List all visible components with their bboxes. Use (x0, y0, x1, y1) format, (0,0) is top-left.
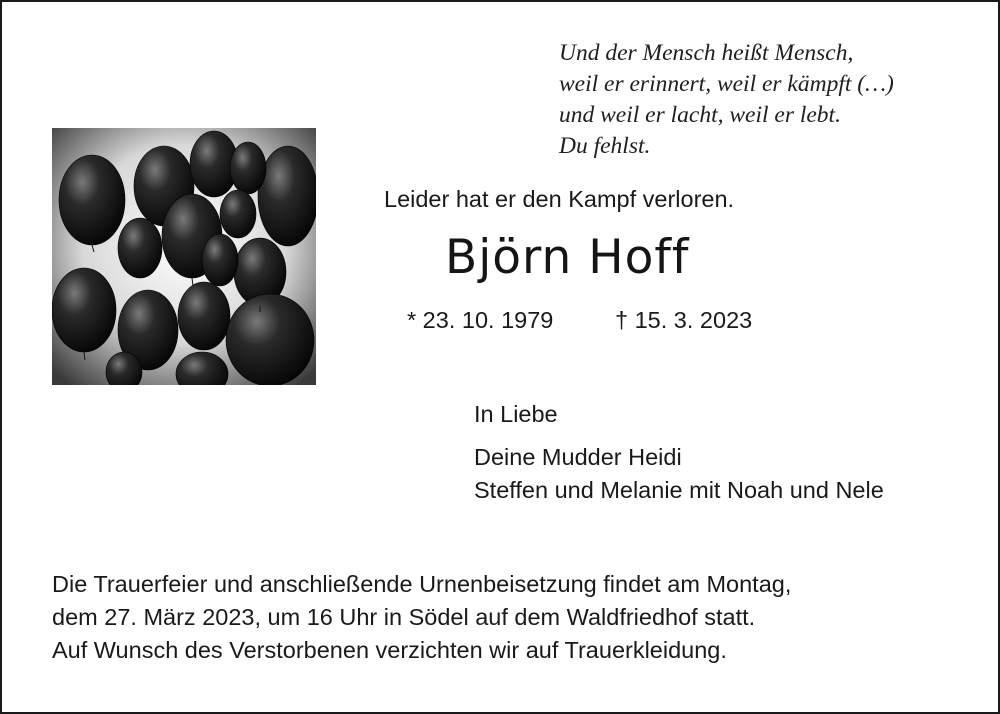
quote-line: Du fehlst. (559, 133, 651, 159)
family-member: Deine Mudder Heidi (474, 444, 682, 470)
intro-text: Leider hat er den Kampf verloren. (384, 186, 735, 212)
balloons-photo (52, 128, 316, 385)
life-dates (407, 307, 753, 334)
greeting: In Liebe (474, 401, 558, 427)
notice-line: dem 27. März 2023, um 16 Uhr in Södel auf dem Waldfriedhof statt. (52, 604, 756, 630)
death-date: † 15. 3. 2023 (615, 307, 753, 333)
memorial-quote (559, 38, 894, 162)
deceased-name: Björn Hoff (445, 230, 690, 285)
quote-line: Und der Mensch heißt Mensch, (559, 40, 854, 66)
birth-date: * 23. 10. 1979 (407, 307, 554, 333)
family-signature (474, 398, 884, 507)
quote-line: und weil er lacht, weil er lebt. (559, 102, 841, 128)
notice-line: Die Trauerfeier und anschließende Urnenbeisetzung findet am Montag, (52, 571, 792, 597)
notice-line: Auf Wunsch des Verstorbenen verzichten wir auf Trauerkleidung. (52, 637, 727, 663)
funeral-notice (52, 568, 791, 667)
family-member: Steffen und Melanie mit Noah und Nele (474, 477, 884, 503)
quote-line: weil er erinnert, weil er kämpft (…) (559, 71, 894, 97)
